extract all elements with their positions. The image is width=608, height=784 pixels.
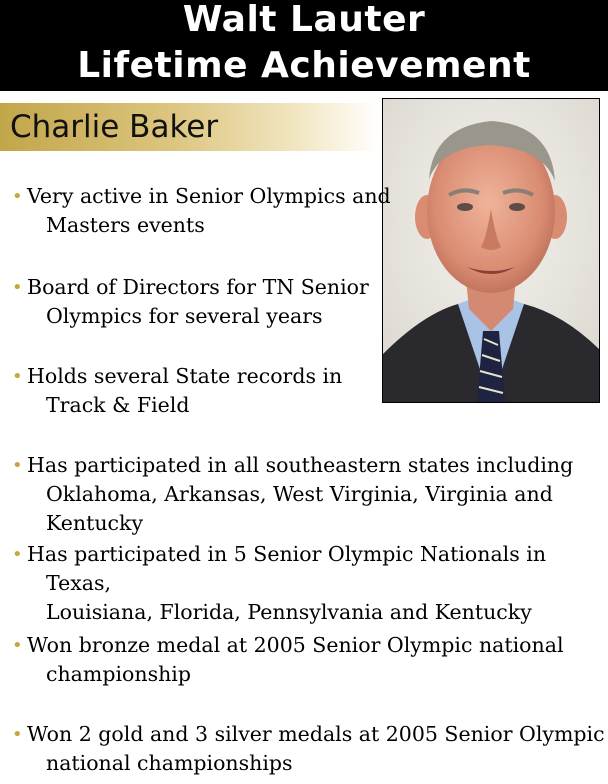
honoree-name-bar <box>0 103 380 151</box>
bullet-dot-icon: • <box>12 186 23 207</box>
bullet-dot-icon: • <box>12 455 23 476</box>
achievement-bullet <box>12 451 608 538</box>
achievement-bullet <box>12 362 342 420</box>
achievement-text: Very active in Senior Olympics and Masters events <box>27 184 391 237</box>
achievement-bullet <box>12 720 605 778</box>
bullet-dot-icon: • <box>12 724 23 745</box>
bullet-dot-icon: • <box>12 366 23 387</box>
achievement-text: Won bronze medal at 2005 Senior Olympic national championship <box>27 633 564 686</box>
achievement-text: Has participated in 5 Senior Olympic Nationals in Texas, Louisiana, Florida, Pennsylvania and Kentucky <box>27 542 547 624</box>
award-title-line-1: Walt Lauter <box>182 0 426 40</box>
honoree-portrait-photo <box>382 98 600 403</box>
achievement-bullet <box>12 631 564 689</box>
achievement-bullet <box>12 540 608 627</box>
achievement-bullet <box>12 182 391 240</box>
achievement-text: Won 2 gold and 3 silver medals at 2005 Senior Olympic national championships <box>27 722 605 775</box>
award-title-line-2: Lifetime Achievement <box>77 45 531 86</box>
bullet-dot-icon: • <box>12 544 23 565</box>
achievement-text: Holds several State records in Track & Field <box>27 364 343 417</box>
honoree-name: Charlie Baker <box>10 109 219 145</box>
achievement-text: Has participated in all southeastern states including Oklahoma, Arkansas, West Virginia, Virginia and Kentucky <box>27 453 574 535</box>
title-banner <box>0 0 608 91</box>
achievement-bullet <box>12 273 369 331</box>
bullet-dot-icon: • <box>12 277 23 298</box>
bullet-dot-icon: • <box>12 635 23 656</box>
achievement-text: Board of Directors for TN Senior Olympics for several years <box>27 275 369 328</box>
